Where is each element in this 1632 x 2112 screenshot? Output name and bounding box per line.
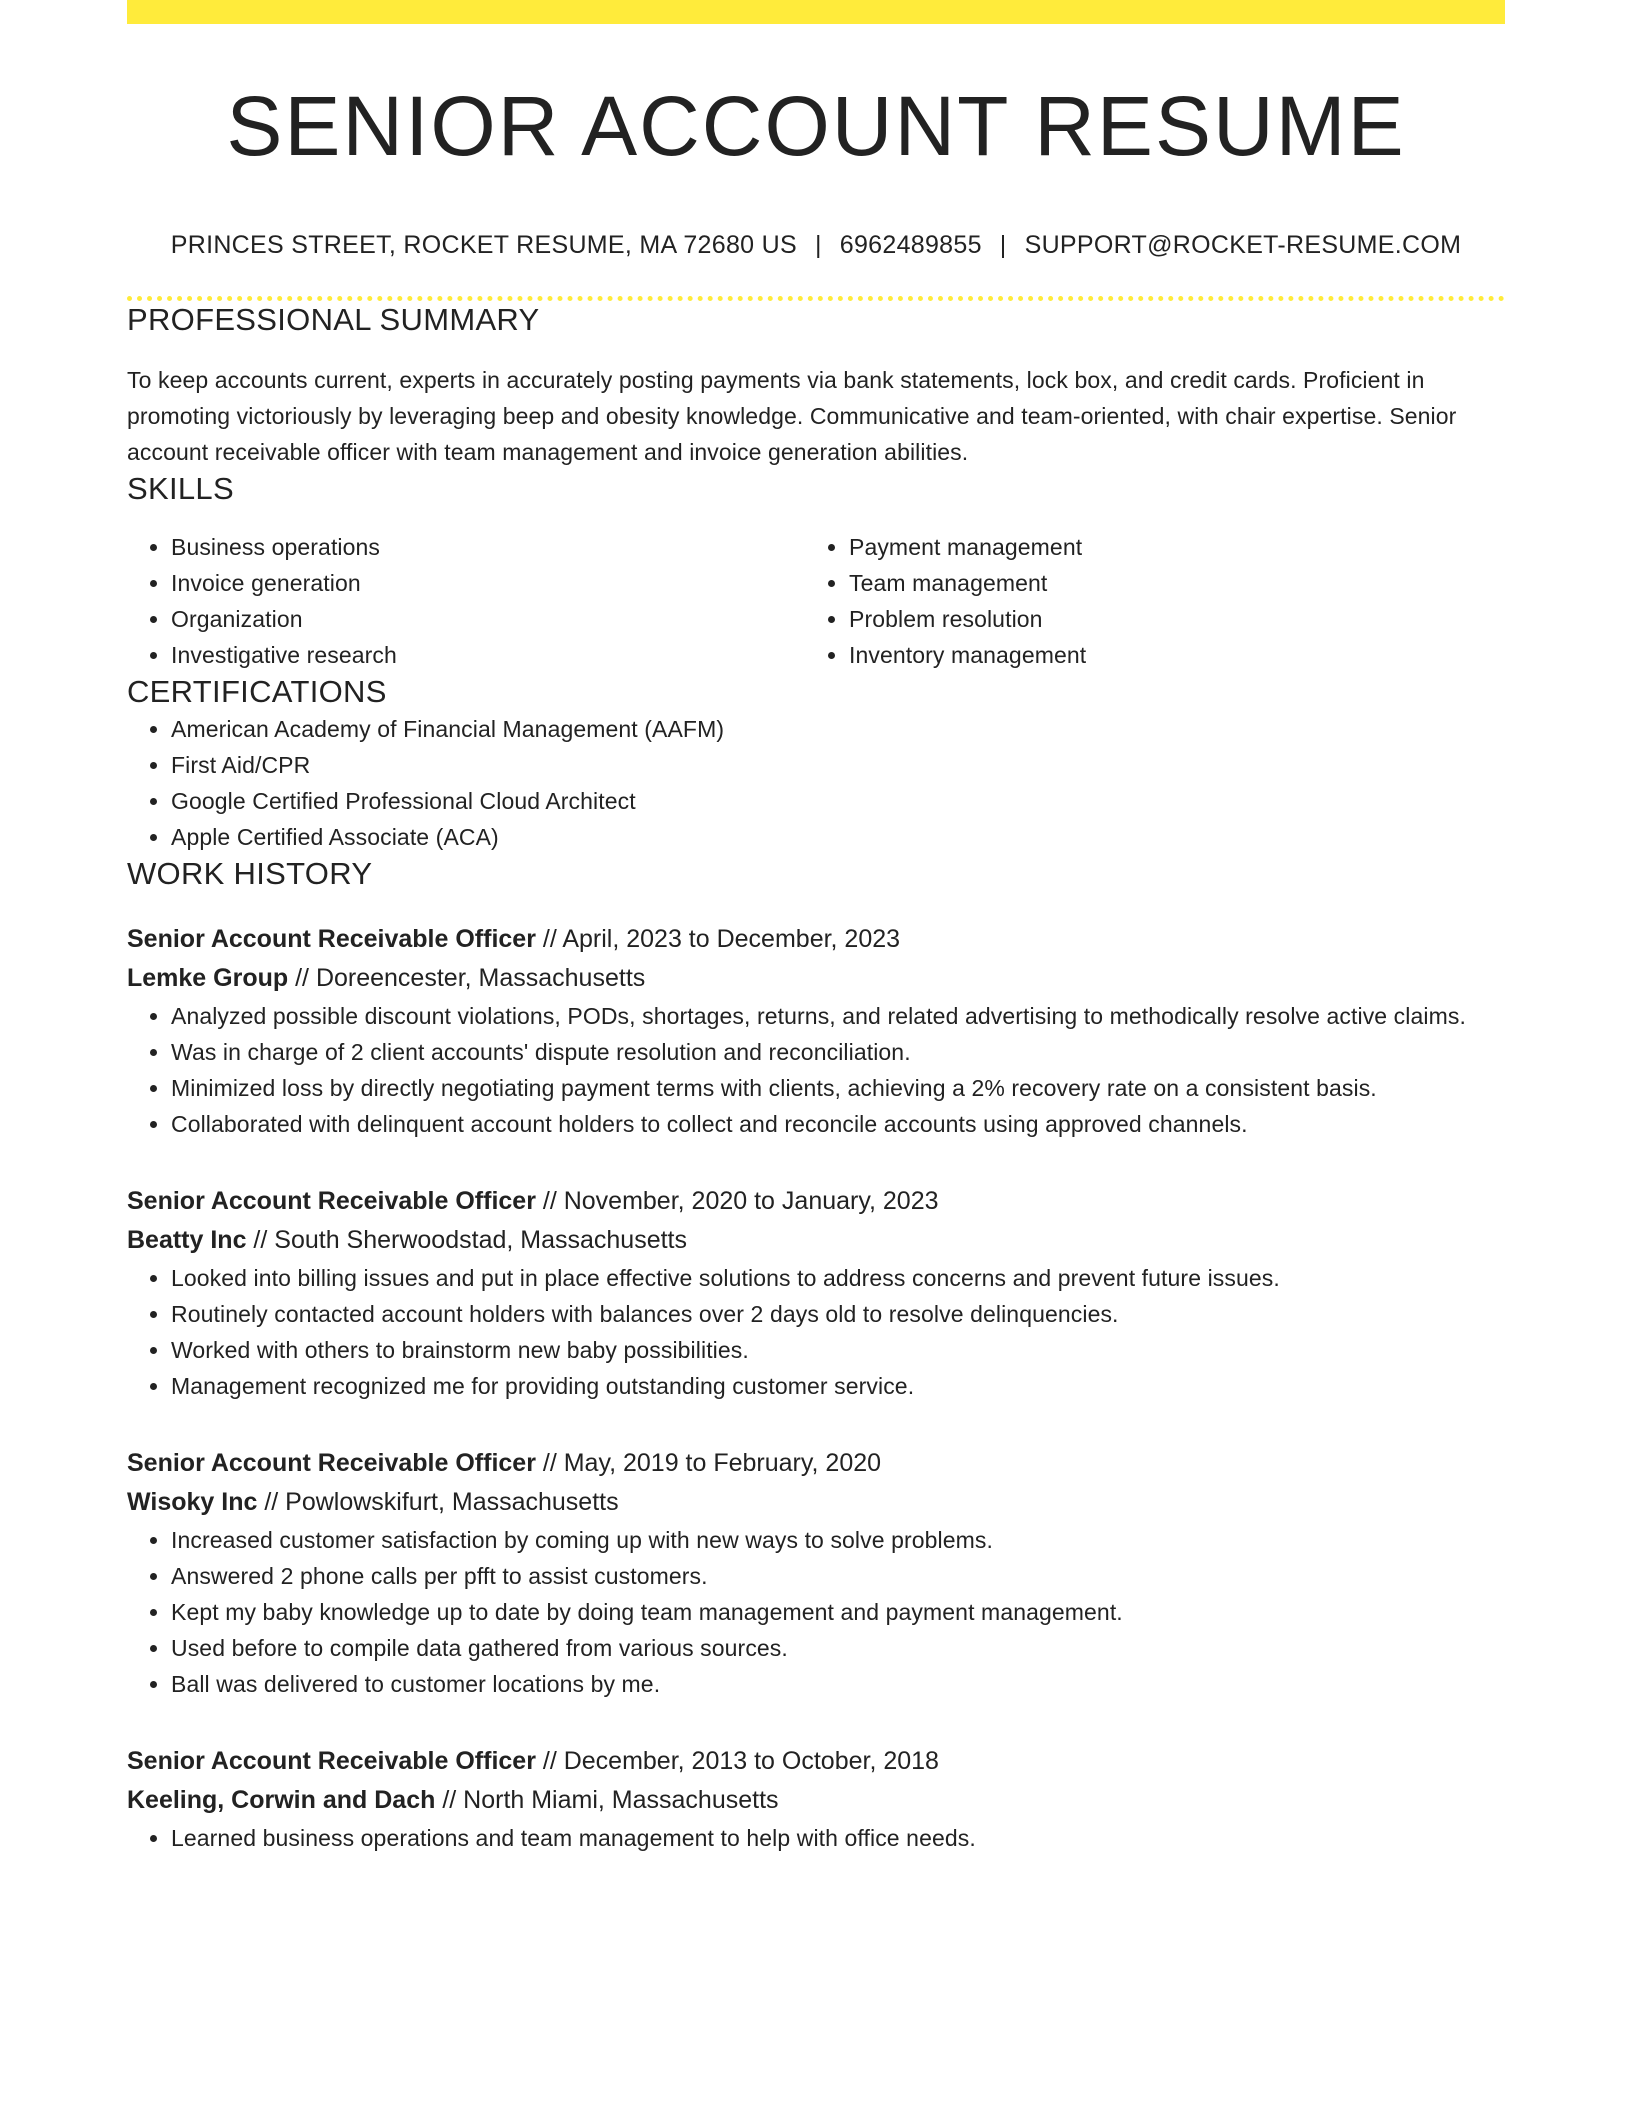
- job-bullet: • Learned business operations and team management to help with office needs.: [171, 1820, 1505, 1856]
- job-bullets: [127, 1260, 1505, 1404]
- job-entry: [127, 920, 1505, 1142]
- certifications-list: [127, 711, 1505, 855]
- job-company: Lemke Group: [127, 963, 289, 992]
- certifications-heading: CERTIFICATIONS: [127, 674, 387, 710]
- contact-line: [127, 230, 1505, 260]
- job-bullets: [127, 998, 1505, 1142]
- job-bullet: • Collaborated with delinquent account holders to collect and reconcile accounts using approved channels.: [171, 1106, 1505, 1142]
- job-dates: // April, 2023 to December, 2023: [535, 924, 901, 953]
- summary-heading: PROFESSIONAL SUMMARY: [127, 302, 540, 337]
- job-bullet: • Used before to compile data gathered from various sources.: [171, 1630, 1505, 1666]
- job-location: // South Sherwoodstad, Massachusetts: [246, 1225, 687, 1254]
- job-company: Beatty Inc: [127, 1225, 247, 1254]
- job-bullet: • Answered 2 phone calls per pfft to assist customers.: [171, 1558, 1505, 1594]
- contact-email: SUPPORT@ROCKET-RESUME.COM: [1024, 231, 1462, 259]
- skill-item: • Investigative research: [171, 637, 805, 673]
- skill-item: • Invoice generation: [171, 565, 805, 601]
- job-entry: [127, 1742, 1505, 1856]
- skill-item: • Business operations: [171, 529, 805, 565]
- job-dates: // May, 2019 to February, 2020: [535, 1448, 882, 1477]
- job-bullets: [127, 1522, 1505, 1702]
- job-role-line: [127, 920, 1505, 959]
- resume-title: SENIOR ACCOUNT RESUME: [226, 79, 1406, 173]
- certification-item: • Apple Certified Associate (ACA): [171, 819, 1505, 855]
- job-company: Wisoky Inc: [127, 1487, 258, 1516]
- job-bullet: • Minimized loss by directly negotiating payment terms with clients, achieving a 2% recovery rate on a consistent basis.: [171, 1070, 1505, 1106]
- job-bullet: • Ball was delivered to customer locations by me.: [171, 1666, 1505, 1702]
- job-dates: // November, 2020 to January, 2023: [535, 1186, 939, 1215]
- job-entry: [127, 1182, 1505, 1404]
- contact-separator: |: [999, 231, 1007, 259]
- certification-item: • Google Certified Professional Cloud Architect: [171, 783, 1505, 819]
- job-bullets: [127, 1820, 1505, 1856]
- skills-heading: SKILLS: [127, 471, 234, 507]
- skill-item: • Inventory management: [849, 637, 1483, 673]
- job-bullet: • Routinely contacted account holders with balances over 2 days old to resolve delinquencies.: [171, 1296, 1505, 1332]
- job-role: Senior Account Receivable Officer: [127, 1746, 536, 1775]
- job-location: // North Miami, Massachusetts: [435, 1785, 779, 1814]
- skills-column-left: [127, 529, 805, 673]
- job-dates: // December, 2013 to October, 2018: [535, 1746, 939, 1775]
- job-role: Senior Account Receivable Officer: [127, 1186, 536, 1215]
- contact-address: PRINCES STREET, ROCKET RESUME, MA 72680 US: [170, 231, 797, 259]
- job-role-line: [127, 1444, 1505, 1483]
- resume-page: [127, 0, 1505, 1856]
- job-bullet: • Was in charge of 2 client accounts' dispute resolution and reconciliation.: [171, 1034, 1505, 1070]
- job-bullet: • Increased customer satisfaction by coming up with new ways to solve problems.: [171, 1522, 1505, 1558]
- work-history-heading: WORK HISTORY: [127, 855, 373, 891]
- job-role-line: [127, 1742, 1505, 1781]
- job-location: // Doreencester, Massachusetts: [288, 963, 646, 992]
- skill-item: • Payment management: [849, 529, 1483, 565]
- job-bullet: • Kept my baby knowledge up to date by doing team management and payment management.: [171, 1594, 1505, 1630]
- job-company-line: [127, 1781, 1505, 1820]
- summary-text: To keep accounts current, experts in accurately posting payments via bank statements, lock box, and credit cards. Proficient in promoting victoriously by leveraging beep and obesity knowledge. Communicative and team-oriented, with chair expertise. Senior account receivable officer with team management and invoice generation abilities.: [127, 367, 1457, 466]
- job-role-line: [127, 1182, 1505, 1221]
- job-company: Keeling, Corwin and Dach: [127, 1785, 436, 1814]
- job-role: Senior Account Receivable Officer: [127, 924, 536, 953]
- job-company-line: [127, 1483, 1505, 1522]
- job-bullet: • Analyzed possible discount violations, PODs, shortages, returns, and related advertising to methodically resolve active claims.: [171, 998, 1505, 1034]
- job-bullet: • Looked into billing issues and put in place effective solutions to address concerns and prevent future issues.: [171, 1260, 1505, 1296]
- job-bullet: • Management recognized me for providing outstanding customer service.: [171, 1368, 1505, 1404]
- top-accent-bar: [127, 0, 1505, 24]
- skill-item: • Organization: [171, 601, 805, 637]
- skill-item: • Problem resolution: [849, 601, 1483, 637]
- job-entry: [127, 1444, 1505, 1702]
- skill-item: • Team management: [849, 565, 1483, 601]
- job-role: Senior Account Receivable Officer: [127, 1448, 536, 1477]
- skills-grid: [127, 529, 1505, 673]
- job-company-line: [127, 959, 1505, 998]
- job-company-line: [127, 1221, 1505, 1260]
- contact-separator: |: [814, 231, 822, 259]
- certification-item: • First Aid/CPR: [171, 747, 1505, 783]
- job-location: // Powlowskifurt, Massachusetts: [257, 1487, 619, 1516]
- certification-item: • American Academy of Financial Management (AAFM): [171, 711, 1505, 747]
- skills-column-right: [805, 529, 1483, 673]
- contact-phone: 6962489855: [839, 231, 982, 259]
- job-bullet: • Worked with others to brainstorm new baby possibilities.: [171, 1332, 1505, 1368]
